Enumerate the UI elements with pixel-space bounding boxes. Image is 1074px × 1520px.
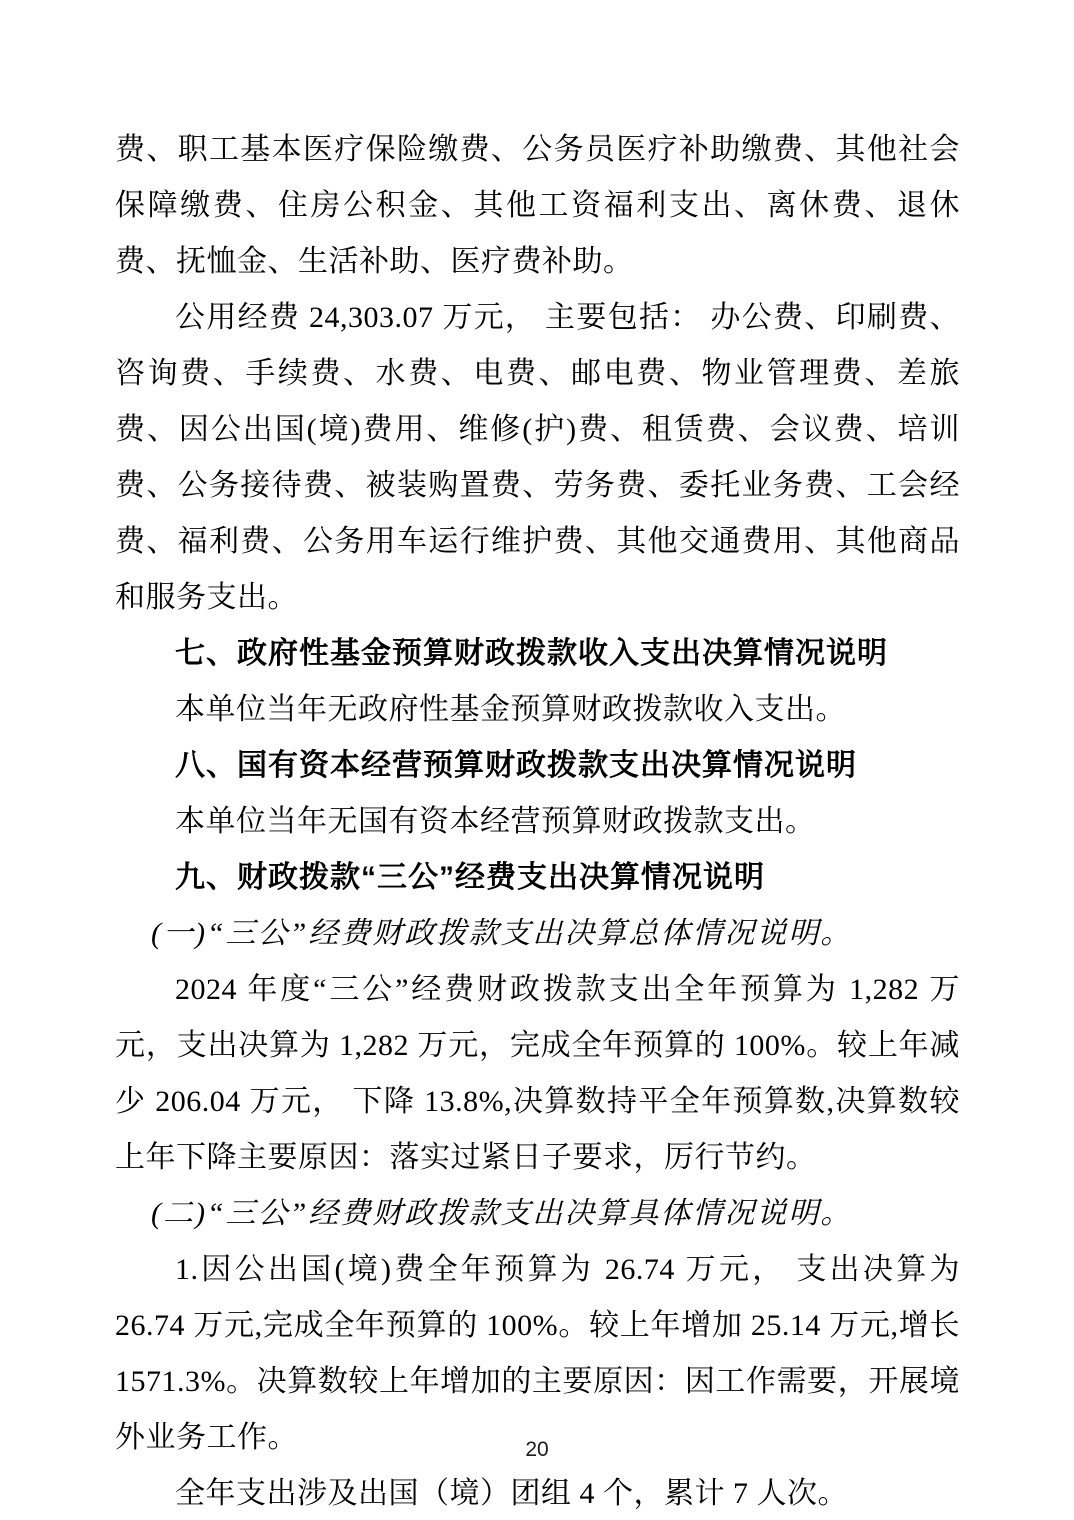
paragraph-overseas-travel-groups: 全年支出涉及出国（境）团组 4 个，累计 7 人次。 (175, 1477, 848, 1510)
section-heading-8-state-capital-budget: 八、国有资本经营预算财政拨款支出决算情况说明 (175, 749, 857, 782)
page-number: 20 (525, 1438, 549, 1461)
paragraph-three-public-overall-figures: 2024 年度“三公”经费财政拨款支出全年预算为 1,282 万元，支出决算为 1,282 万元，完成全年预算的 100%。较上年减少 206.04 万元， 下降 13.8%,决算数持平全年预算数,决算数较上年下降主要原因：落实过紧日子要求，厉行节约。 (115, 973, 960, 1174)
paragraph-welfare-items-continued: 费、职工基本医疗保险缴费、公务员医疗补助缴费、其他社会保障缴费、住房公积金、其他工资福利支出、离休费、退休费、抚恤金、生活补助、医疗费补助。 (115, 133, 960, 278)
subsection-heading-2-specific-situation: (二)“三公”经费财政拨款支出决算具体情况说明。 (151, 1197, 853, 1230)
subsection-heading-1-overall-situation: (一)“三公”经费财政拨款支出决算总体情况说明。 (151, 917, 853, 950)
document-body (115, 122, 960, 1520)
paragraph-no-state-capital-budget: 本单位当年无国有资本经营预算财政拨款支出。 (175, 805, 816, 838)
paragraph-public-expense-breakdown: 公用经费 24,303.07 万元， 主要包括： 办公费、印刷费、咨询费、手续费、水费、电费、邮电费、物业管理费、差旅费、因公出国(境)费用、维修(护)费、租赁费、会议费、培训费、公务接待费、被装购置费、劳务费、委托业务费、工会经费、福利费、公务用车运行维护费、其他交通费用、其他商品和服务支出。 (115, 301, 960, 614)
section-heading-7-government-fund-budget: 七、政府性基金预算财政拨款收入支出决算情况说明 (175, 637, 888, 670)
paragraph-overseas-travel-expense-figures: 1.因公出国(境)费全年预算为 26.74 万元， 支出决算为 26.74 万元,完成全年预算的 100%。较上年增加 25.14 万元,增长 1571.3%。决算数较上年增加的主要原因：因工作需要，开展境外业务工作。 (115, 1253, 960, 1454)
paragraph-no-government-fund-budget: 本单位当年无政府性基金预算财政拨款收入支出。 (175, 693, 846, 726)
section-heading-9-three-public-expenses: 九、财政拨款“三公”经费支出决算情况说明 (175, 861, 765, 894)
